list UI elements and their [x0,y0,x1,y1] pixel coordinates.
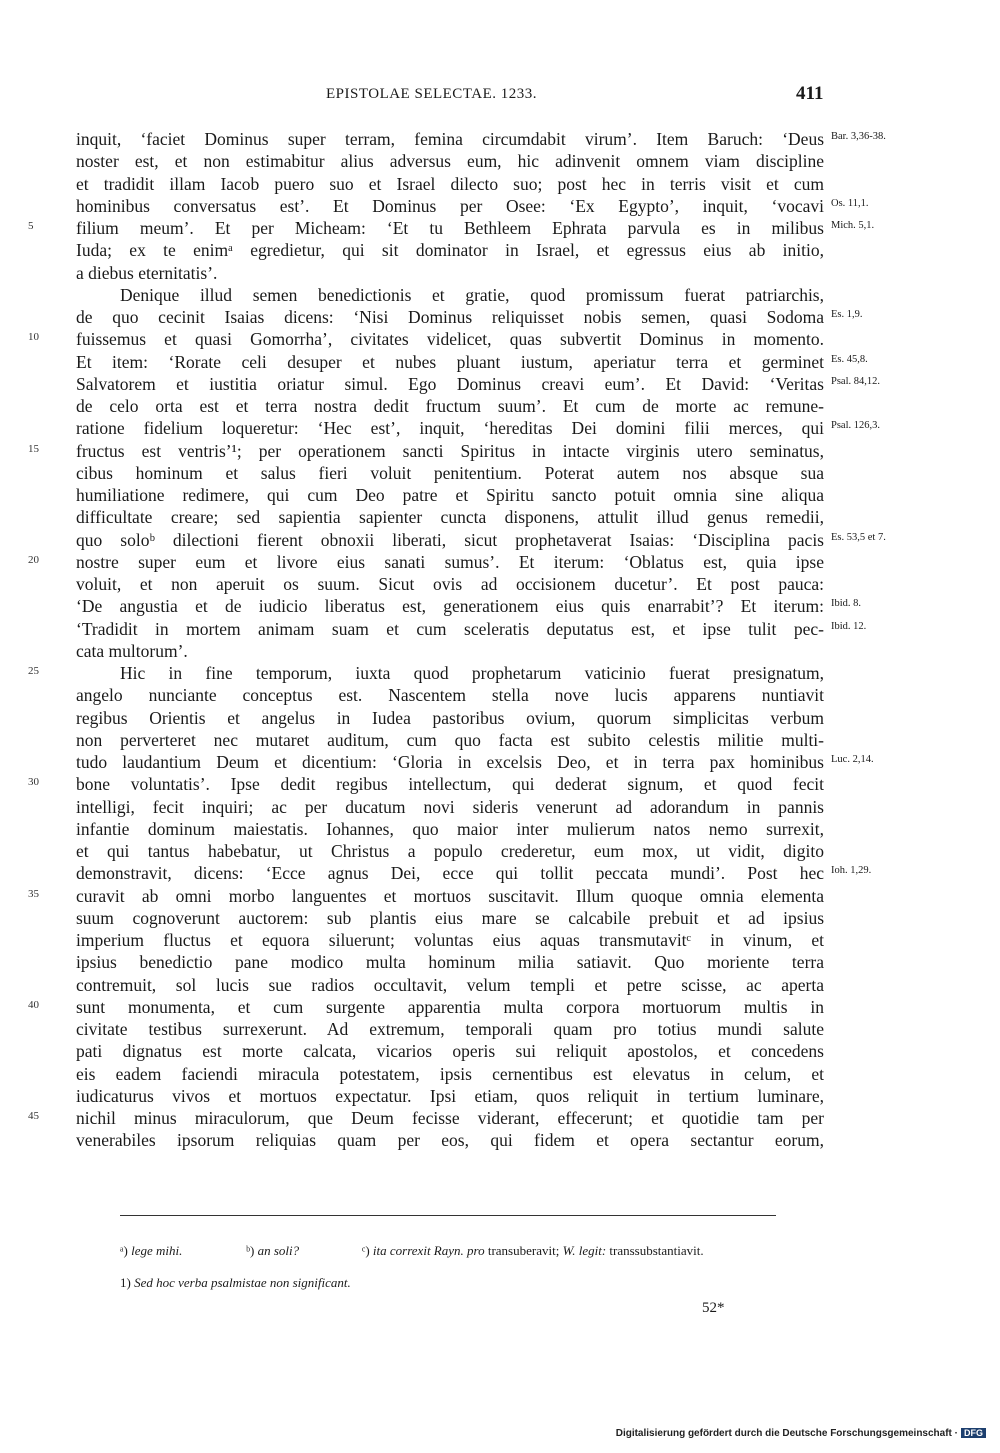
line-text: Et item: ‘Rorate celi desuper et nubes pluant iustum, aperiatur terra et germinet [76,351,824,372]
marginal-reference: Psal. 84,12. [831,375,881,387]
marginal-reference: Ioh. 1,29. [831,865,872,877]
text-line [0,1107,1000,1129]
line-text: inquit, ‘faciet Dominus super terram, femina circumdabit virum’. Item Baruch: ‘Deus [76,129,824,149]
line-number: 45 [28,1110,39,1122]
text-line [0,595,1000,617]
line-text: ‘De angustia et de iudicio liberatus est, generationem eius quis enarrabit’? Et iterum: [76,596,824,617]
line-text: filium meum’. Et per Micheam: ‘Et tu Bethleem Ephrata parvula es in milibus [76,218,824,238]
line-number: 5 [28,220,34,232]
footnote-b-mark: ᵇ) [246,1243,255,1258]
text-line [0,417,1000,439]
footnote-c-plain-2: transsubstantiavit. [609,1243,704,1258]
text-line [0,929,1000,951]
footnote-b-text: an soli? [257,1243,300,1258]
line-text: eis eadem faciendi miracula potestatem, ipsis cernentibus est elevatus in celum, et [76,1063,824,1084]
text-line [0,395,1000,417]
marginal-reference: Mich. 5,1. [831,220,875,231]
line-text: Iuda; ex te enimᵃ egredietur, qui sit dominator in Israel, et egressus eius ab initio, [76,240,824,261]
line-text: a diebus eternitatis’. [76,262,218,283]
line-number: 20 [28,553,39,566]
footnote-1-mark: 1) [120,1275,131,1290]
marginal-reference: Luc. 2,14. [831,754,874,765]
line-text: angelo nunciante conceptus est. Nascentem stella nove lucis apparens nuntiavit [76,685,824,706]
text-line [0,217,1000,239]
text-line [0,284,1000,306]
line-text: difficultate creare; sed sapientia sapienter cuncta disponens, attulit illud genus remedii, [76,507,824,528]
line-text: de celo orta est et terra nostra dedit fructum suum’. Et cum de morte ac remune- [76,396,824,416]
text-line [0,1129,1000,1151]
text-line [0,707,1000,729]
marginal-reference: Psal. 126,3. [831,420,881,432]
line-number: 10 [28,331,39,344]
line-text: nichil minus miraculorum, que Deum fecisse viderant, effecerunt; et quotidie tam per [76,1108,824,1128]
line-text: ‘Tradidit in mortem animam suam et cum sceleratis deputatus est, et ipse tulit pec- [76,618,824,639]
footnote-1-text: Sed hoc verba psalmistae non significant. [134,1275,351,1290]
text-line [0,1040,1000,1062]
credit-text: Digitalisierung gefördert durch die Deutsche Forschungsgemeinschaft · [615,1428,958,1439]
line-text: Salvatorem et iustitia oriatur simul. Ego Dominus creavi eum’. Et David: ‘Veritas [76,373,824,394]
text-line [0,328,1000,350]
footnote-c-mark: ᶜ) [362,1243,370,1258]
marginal-reference: Os. 11,1. [831,197,869,209]
line-text: humiliatione redimere, qui cum Deo patre et Spiritu sancto potuit omnia sine aliqua [76,485,824,505]
text-line [0,150,1000,172]
text-line [0,773,1000,795]
text-line [0,484,1000,506]
footnote-a-mark: ᵃ) [120,1243,128,1258]
line-text: bone voluntatis’. Ipse dedit regibus intellectum, qui dederat signum, et quod fecit [76,774,824,795]
text-line [0,529,1000,551]
line-number: 40 [28,998,39,1011]
running-header [0,83,1000,110]
text-line [0,885,1000,907]
line-text: iudicaturus vivos et mortuos expectatur. Ipsi etiam, quos reliquit in tertium luminare, [76,1085,824,1106]
line-number: 15 [28,442,39,455]
line-text: contremuit, sol lucis sue radios occultavit, velum templi et petre scisse, ac aperta [76,974,824,995]
line-text: curavit ab omni morbo languentes et mortuos suscitavit. Illum quoque omnia elementa [76,885,824,906]
footnote-b [246,1243,299,1259]
text-line [0,351,1000,373]
footnote-1 [120,1275,351,1291]
text-line [0,951,1000,973]
footnote-a-text: lege mihi. [131,1243,183,1258]
signature-mark: 52* [702,1300,725,1316]
line-text: sunt monumenta, et cum surgente apparentia multa corpora mortuorum multis in [76,996,824,1017]
marginal-reference: Es. 45,8. [831,353,868,365]
line-text: demonstravit, dicens: ‘Ecce agnus Dei, ecce qui tollit peccata mundi’. Post hec [76,863,824,884]
line-text: Hic in fine temporum, iuxta quod prophetarum vaticinio fuerat presignatum, [120,663,824,683]
text-line [0,551,1000,573]
line-text: civitate testibus surrexerunt. Ad extremum, temporali quam pro totius mundi salute [76,1019,824,1039]
marginal-reference: Ibid. 8. [831,598,862,610]
text-line [0,618,1000,640]
text-line [0,684,1000,706]
text-line [0,640,1000,662]
line-text: fructus est ventris’¹; per operationem sancti Spiritus in intacte virginis utero seminatus, [76,440,824,461]
line-text: Denique illud semen benedictionis et gratie, quod promissum fuerat patriarchis, [120,284,824,305]
footnote-c-italic-2: W. legit: [562,1243,607,1258]
marginal-reference: Bar. 3,36-38. [831,131,886,142]
line-text: suum cognoverunt auctorem: sub plantis eius mare se calcabile prebuit et ad ipsius [76,907,824,928]
text-line [0,373,1000,395]
text-line [0,1085,1000,1107]
text-line [0,462,1000,484]
line-text: intelligi, fecit inquiri; ac per ducatum novi sideris venerunt ad adorandum in pannis [76,796,824,817]
text-line [0,506,1000,528]
line-text: et qui tantus habebatur, ut Christus a populo crederetur, eum mox, ut vidit, digito [76,841,824,861]
text-line [0,907,1000,929]
text-line [0,862,1000,884]
line-number: 25 [28,665,39,677]
text-line [0,195,1000,217]
line-text: hominibus conversatus est’. Et Dominus per Osee: ‘Ex Egypto’, inquit, ‘vocavi [76,195,824,216]
marginal-reference: Es. 53,5 et 7. [831,531,886,543]
line-text: imperium fluctus et equora siluerunt; voluntas eius aquas transmutavitᶜ in vinum, et [76,930,824,950]
text-line [0,262,1000,284]
text-line [0,840,1000,862]
line-text: venerabiles ipsorum reliquias quam per eos, qui fidem et opera sectantur eorum, [76,1130,824,1151]
line-text: ipsius benedictio pane modico multa hominum milia satiavit. Quo moriente terra [76,952,824,973]
page-number: 411 [796,83,824,104]
text-line [0,751,1000,773]
text-line [0,573,1000,595]
text-line [0,173,1000,195]
digitization-credit [616,1428,986,1439]
line-text: regibus Orientis et angelus in Iudea pastoribus ovium, quorum simplicitas verbum [76,707,824,728]
footnote-rule [120,1215,776,1216]
line-text: et tradidit illam Iacob puero suo et Israel dilecto suo; post hec in terris visit et cum [76,173,824,194]
line-text: pati dignatus est morte calcata, vicarios operis sui reliquit apostolos, et concedens [76,1041,824,1062]
footnote-c-italic-1: ita correxit Rayn. pro [372,1243,485,1258]
text-line [0,239,1000,261]
line-text: voluit, et non aperuit os suum. Sicut ovis ad occisionem ducetur’. Et post pauca: [76,574,824,594]
line-text: fuissemus et quasi Gomorrha’, civitates videlicet, quas subvertit Dominus in momento. [76,329,824,350]
text-line [0,974,1000,996]
dfg-logo: DFG [961,1428,986,1438]
line-text: cata multorum’. [76,640,188,661]
text-line [0,796,1000,818]
text-line [0,128,1000,150]
line-text: quo soloᵇ dilectioni fierent obnoxii liberati, sicut prophetaverat Isaias: ‘Disciplina pacis [76,529,824,550]
text-line [0,662,1000,684]
line-number: 35 [28,887,39,900]
line-text: tudo laudantium Deum et dicentium: ‘Gloria in excelsis Deo, et in terra pax hominibus [76,752,824,772]
marginal-reference: Es. 1,9. [831,309,863,320]
line-text: cibus hominum et salus fieri voluit penitentium. Poterat autem nos absque sua [76,462,824,483]
line-text: nostre super eum et livore eius sanati sumus’. Et iterum: ‘Oblatus est, quia ipse [76,551,824,572]
footnote-c-plain-1: transuberavit; [487,1243,560,1258]
footnote-a [120,1243,182,1259]
running-title: EPISTOLAE SELECTAE. 1233. [326,86,538,102]
line-text: noster est, et non estimabitur alius adversus eum, hic adinvenit omnem viam discipline [76,151,824,172]
text-line [0,306,1000,328]
text-line [0,1063,1000,1085]
text-line [0,996,1000,1018]
footnote-c [362,1243,704,1259]
line-text: ratione fidelium loqueretur: ‘Hec est’, inquit, ‘hereditas Dei domini filii merces, qui [76,418,824,439]
line-number: 30 [28,776,39,789]
text-line [0,1018,1000,1040]
text-line [0,818,1000,840]
line-text: de quo cecinit Isaias dicens: ‘Nisi Dominus reliquisset nobis semen, quasi Sodoma [76,307,824,327]
marginal-reference: Ibid. 12. [831,620,867,632]
line-text: infantie dominum maiestatis. Iohannes, quo maior inter mulierum natos nemo surrexit, [76,818,824,839]
text-line [0,440,1000,462]
line-text: non perverteret nec mutaret auditum, cum quo facta est subito celestis militie multi- [76,729,824,750]
text-line [0,729,1000,751]
